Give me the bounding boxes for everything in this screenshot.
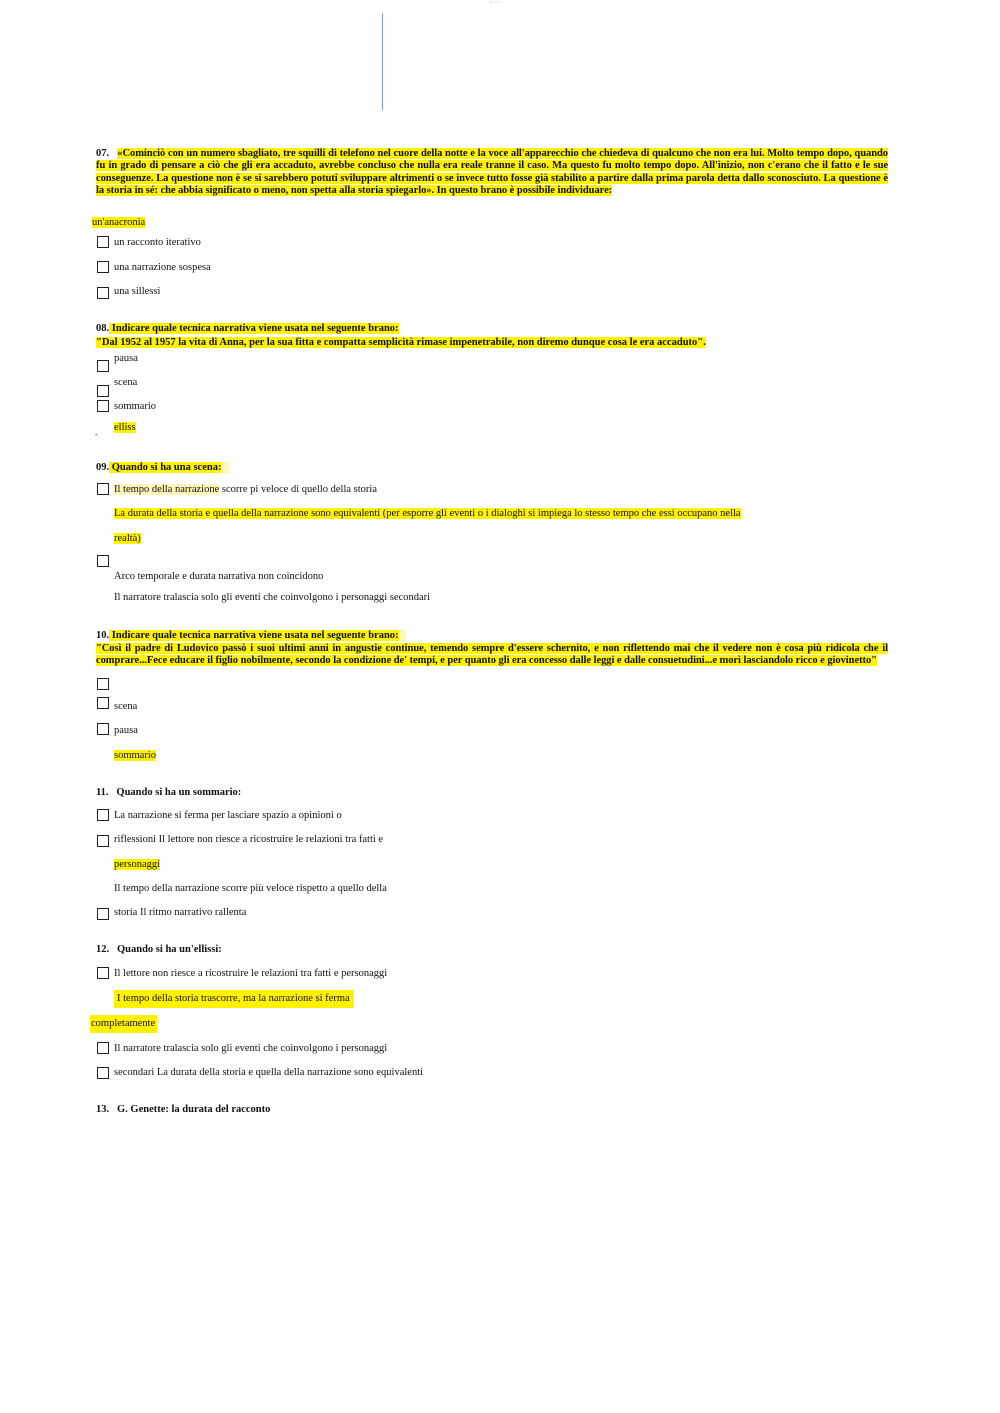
checkbox[interactable] — [97, 483, 109, 495]
question-text: Indicare quale tecnica narrativa viene usata nel seguente brano: — [109, 630, 399, 641]
question-text: «Cominciò con un numero sbagliato, tre squilli di telefono nel cuore della notte e la voce all'apparecchio che chiedeva di qualcuno che non era lui. Molto tempo dopo, quando fu in grado di pensare a ciò che gli era accaduto, avrebbe concluso che nulla era reale tranne il caso. Ma questo fu molto tempo dopo. All'inizio, non c'erano che il fatto e le sue conseguenze. La questione non è se si sarebbero potuti sviluppare altrimenti o se invece tutto fosse già stabilito a partire dalla prima parola detta dallo sconosciuto. La questione è la storia in sé: che abbia significato o meno, non spetta alla storia spiegarlo». In questo brano è possibile individuare: — [96, 148, 888, 196]
checkbox[interactable] — [97, 835, 109, 847]
question-number: 12. — [96, 944, 110, 955]
option-label: secondari La durata della storia e quella della narrazione sono equivalenti — [114, 1067, 424, 1078]
checkbox[interactable] — [97, 385, 109, 397]
stray-mark: - — [95, 430, 98, 439]
question-number: 08. — [96, 323, 110, 334]
checkbox[interactable] — [97, 809, 109, 821]
option-label: Arco temporale e durata narrativa non coincidono — [114, 571, 324, 582]
option-label: Il tempo della narrazione scorre più veloce rispetto a quello della — [114, 883, 387, 894]
question-11-prompt — [96, 787, 241, 798]
checkbox[interactable] — [97, 967, 109, 979]
checkbox[interactable] — [97, 908, 109, 920]
option-label: riflessioni Il lettore non riesce a ricostruire le relazioni tra fatti e — [114, 834, 384, 845]
question-number: 13. — [96, 1104, 110, 1115]
option-highlighted[interactable]: completamente — [90, 1015, 157, 1033]
question-text: Quando si ha un sommario: — [116, 787, 242, 798]
option-label: pausa — [114, 353, 138, 364]
option-label: Il narratore tralascia solo gli eventi che coinvolgono i personaggi — [114, 1043, 388, 1054]
option-label: pausa — [114, 725, 138, 736]
option-sommario[interactable]: sommario — [114, 750, 156, 761]
option-ellissi[interactable]: elliss — [114, 422, 136, 433]
question-number: 10. — [96, 630, 110, 641]
text-cursor-line — [382, 13, 383, 110]
question-text: Quando si ha un'ellissi: — [117, 944, 222, 955]
question-text: Quando si ha una scena: — [109, 462, 222, 473]
question-13-prompt — [96, 1104, 270, 1115]
checkbox[interactable] — [97, 697, 109, 709]
option-label: un racconto iterativo — [114, 237, 201, 248]
option-label: una narrazione sospesa — [114, 262, 211, 273]
option-correct-line[interactable]: La durata della storia e quella della narrazione sono equivalenti (per esporre gli eventi o i dialoghi si impiega lo stesso tempo che essi occupano nella — [114, 508, 741, 519]
checkbox[interactable] — [97, 400, 109, 412]
question-10-quote: "Così il padre di Ludovico passò i suoi ultimi anni in angustie continue, temendo sempre d'essere schernito, e non riflettendo mai che il vedere non è cosa più ridicola che il comprare...Fece educare il figlio nobilmente, secondo la condizione de' tempi, e per quanto gli era concesso dalle leggi e dalle consuetudini...e morì lasciandolo ricco e giovinetto" — [96, 643, 888, 667]
option-label: Il lettore non riesce a ricostruire le relazioni tra fatti e personaggi — [114, 968, 388, 979]
option-label: Il narratore tralascia solo gli eventi che coinvolgono i personaggi secondari — [114, 592, 431, 603]
checkbox[interactable] — [97, 555, 109, 567]
option-label: scena — [114, 701, 138, 712]
option-label: Il tempo della narrazione scorre pi veloce di quello della storia — [114, 484, 377, 495]
option-label: La narrazione si ferma per lasciare spazio a opinioni o — [114, 810, 342, 821]
checkbox[interactable] — [97, 287, 109, 299]
question-08-prompt — [96, 323, 399, 334]
checkbox[interactable] — [97, 678, 109, 690]
question-09-prompt — [96, 462, 229, 473]
question-text: Indicare quale tecnica narrativa viene usata nel seguente brano: — [109, 323, 399, 334]
question-07 — [96, 148, 888, 197]
option-label: scena — [114, 377, 138, 388]
question-number: 07. — [96, 148, 109, 159]
checkbox[interactable] — [97, 1067, 109, 1079]
option-highlighted[interactable]: personaggi — [114, 859, 161, 870]
question-12-prompt — [96, 944, 222, 955]
option-highlighted[interactable]: I tempo della storia trascorre, ma la narrazione si ferma — [114, 990, 354, 1008]
question-08-quote: "Dal 1952 al 1957 la vita di Anna, per la sua fitta e compatta semplicità rimase impenetrabile, non diremo dunque cosa le era accaduto". — [96, 337, 706, 348]
option-anacronia[interactable]: un'anacronia — [92, 217, 146, 228]
checkbox[interactable] — [97, 236, 109, 248]
question-number: 11. — [96, 787, 109, 798]
checkbox[interactable] — [97, 1042, 109, 1054]
question-text: G. Genette: la durata del racconto — [117, 1104, 271, 1115]
option-label: storia Il ritmo narrativo rallenta — [114, 907, 247, 918]
checkbox[interactable] — [97, 360, 109, 372]
question-10-prompt — [96, 630, 406, 641]
checkbox[interactable] — [97, 261, 109, 273]
checkbox[interactable] — [97, 723, 109, 735]
option-label: sommario — [114, 401, 156, 412]
option-correct-line[interactable]: realtà) — [114, 533, 141, 544]
option-label: una sillessi — [114, 286, 161, 297]
header-mark: Sc. Lu. A. — [490, 0, 503, 4]
question-number: 09. — [96, 462, 110, 473]
